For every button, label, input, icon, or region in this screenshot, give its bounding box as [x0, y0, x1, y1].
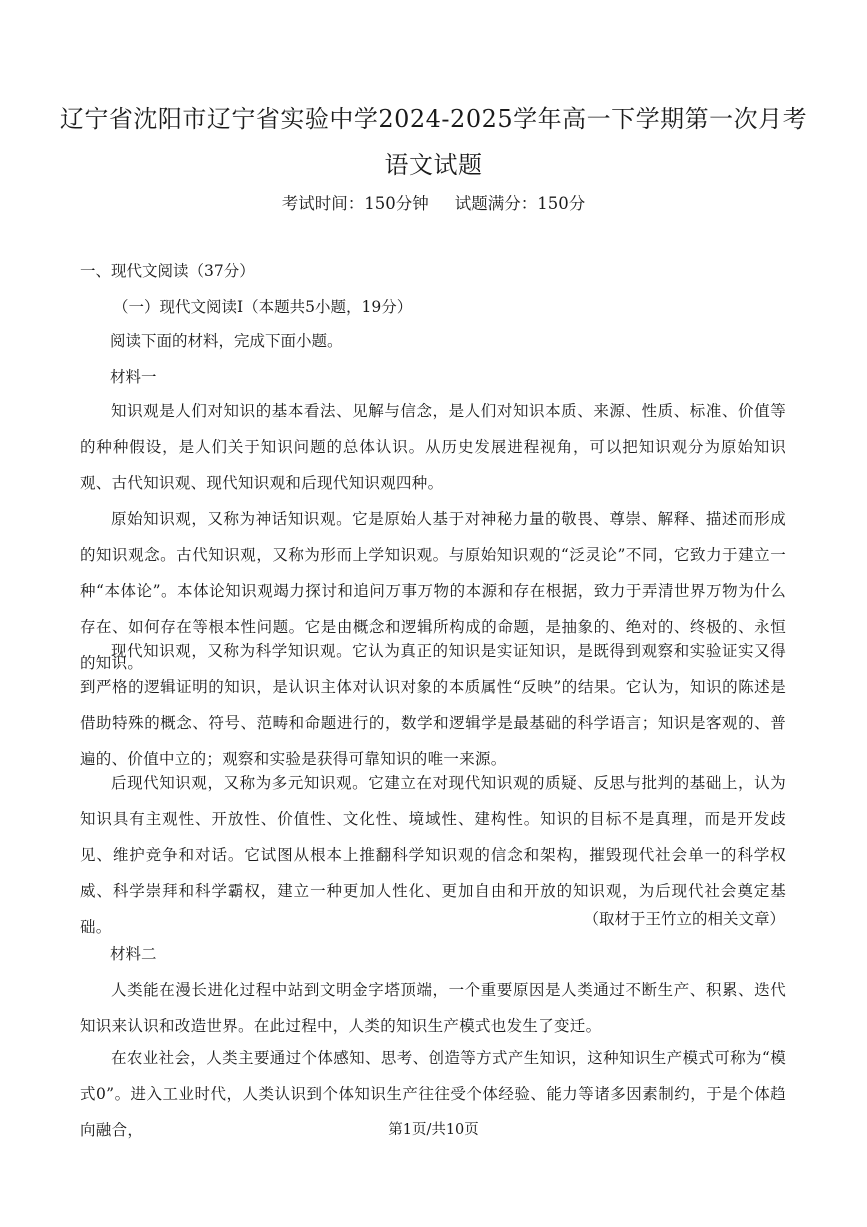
- material2-paragraph: 人类能在漫长进化过程中站到文明金字塔顶端，一个重要原因是人类通过不断生产、积累、迭代知识来认识和改造世界。在此过程中，人类的知识生产模式也发生了变迁。: [80, 981, 786, 1035]
- instruction-text: 阅读下面的材料，完成下面小题。: [110, 332, 343, 350]
- material1-paragraph: 后现代知识观，又称为多元知识观。它建立在对现代知识观的质疑、反思与批判的基础上，认为知识具有主观性、开放性、价值性、文化性、境域性、建构性。知识的目标不是真理，而是开发歧见、维护竞争和对话。它试图从根本上推翻科学知识观的信念和架构，摧毁现代社会单一的科学权威、科学崇拜和科学霸权，建立一种更加人性化、更加自由和开放的知识观，为后现代社会奠定基础。: [80, 774, 786, 936]
- section-heading: 一、现代文阅读（37分）: [80, 262, 255, 280]
- material1-paragraph: 知识观是人们对知识的基本看法、见解与信念，是人们对知识本质、来源、性质、标准、价值等的种种假设，是人们关于知识问题的总体认识。从历史发展进程视角，可以把知识观分为原始知识观、古代知识观、现代知识观和后现代知识观四种。: [80, 402, 786, 492]
- exam-meta: [0, 193, 867, 215]
- exam-subject: 语文试题: [384, 151, 483, 179]
- material1-paragraph: 现代知识观，又称为科学知识观。它认为真正的知识是实证知识，是既得到观察和实验证实又得到严格的逻辑证明的知识，是认识主体对认识对象的本质属性“反映”的结果。它认为，知识的陈述是借助特殊的概念、符号、范畴和命题进行的，数学和逻辑学是最基础的科学语言；知识是客观的、普遍的、价值中立的；观察和实验是获得可靠知识的唯一来源。: [80, 642, 786, 768]
- material1-paragraph: 原始知识观，又称为神话知识观。它是原始人基于对神秘力量的敬畏、尊崇、解释、描述而形成的知识观念。古代知识观，又称为形而上学知识观。与原始知识观的“泛灵论”不同，它致力于建立一种“本体论”。本体论知识观竭力探讨和追问万事万物的本源和存在根据，致力于弄清世界万物为什么存在、如何存在等根本性问题。它是由概念和逻辑所构成的命题，是抽象的、绝对的、终极的、永恒的知识。: [80, 510, 786, 672]
- material1-label: 材料一: [110, 368, 157, 386]
- material1-source: （取材于王竹立的相关文章）: [583, 910, 785, 928]
- subsection-heading: （一）现代文阅读Ⅰ（本题共5小题，19分）: [113, 298, 413, 316]
- full-score: 试题满分：150分: [454, 194, 586, 213]
- page-footer: 第1页/共10页: [388, 1122, 479, 1138]
- material2-paragraph: 在农业社会，人类主要通过个体感知、思考、创造等方式产生知识，这种知识生产模式可称为“模式0”。进入工业时代，人类认识到个体知识生产往往受个体经验、能力等诸多因素制约，于是个体趋向融合，: [80, 1049, 786, 1139]
- material2-label: 材料二: [110, 945, 157, 963]
- exam-time: 考试时间：150分钟: [281, 194, 429, 213]
- exam-title: 辽宁省沈阳市辽宁省实验中学2024-2025学年高一下学期第一次月考: [59, 105, 808, 133]
